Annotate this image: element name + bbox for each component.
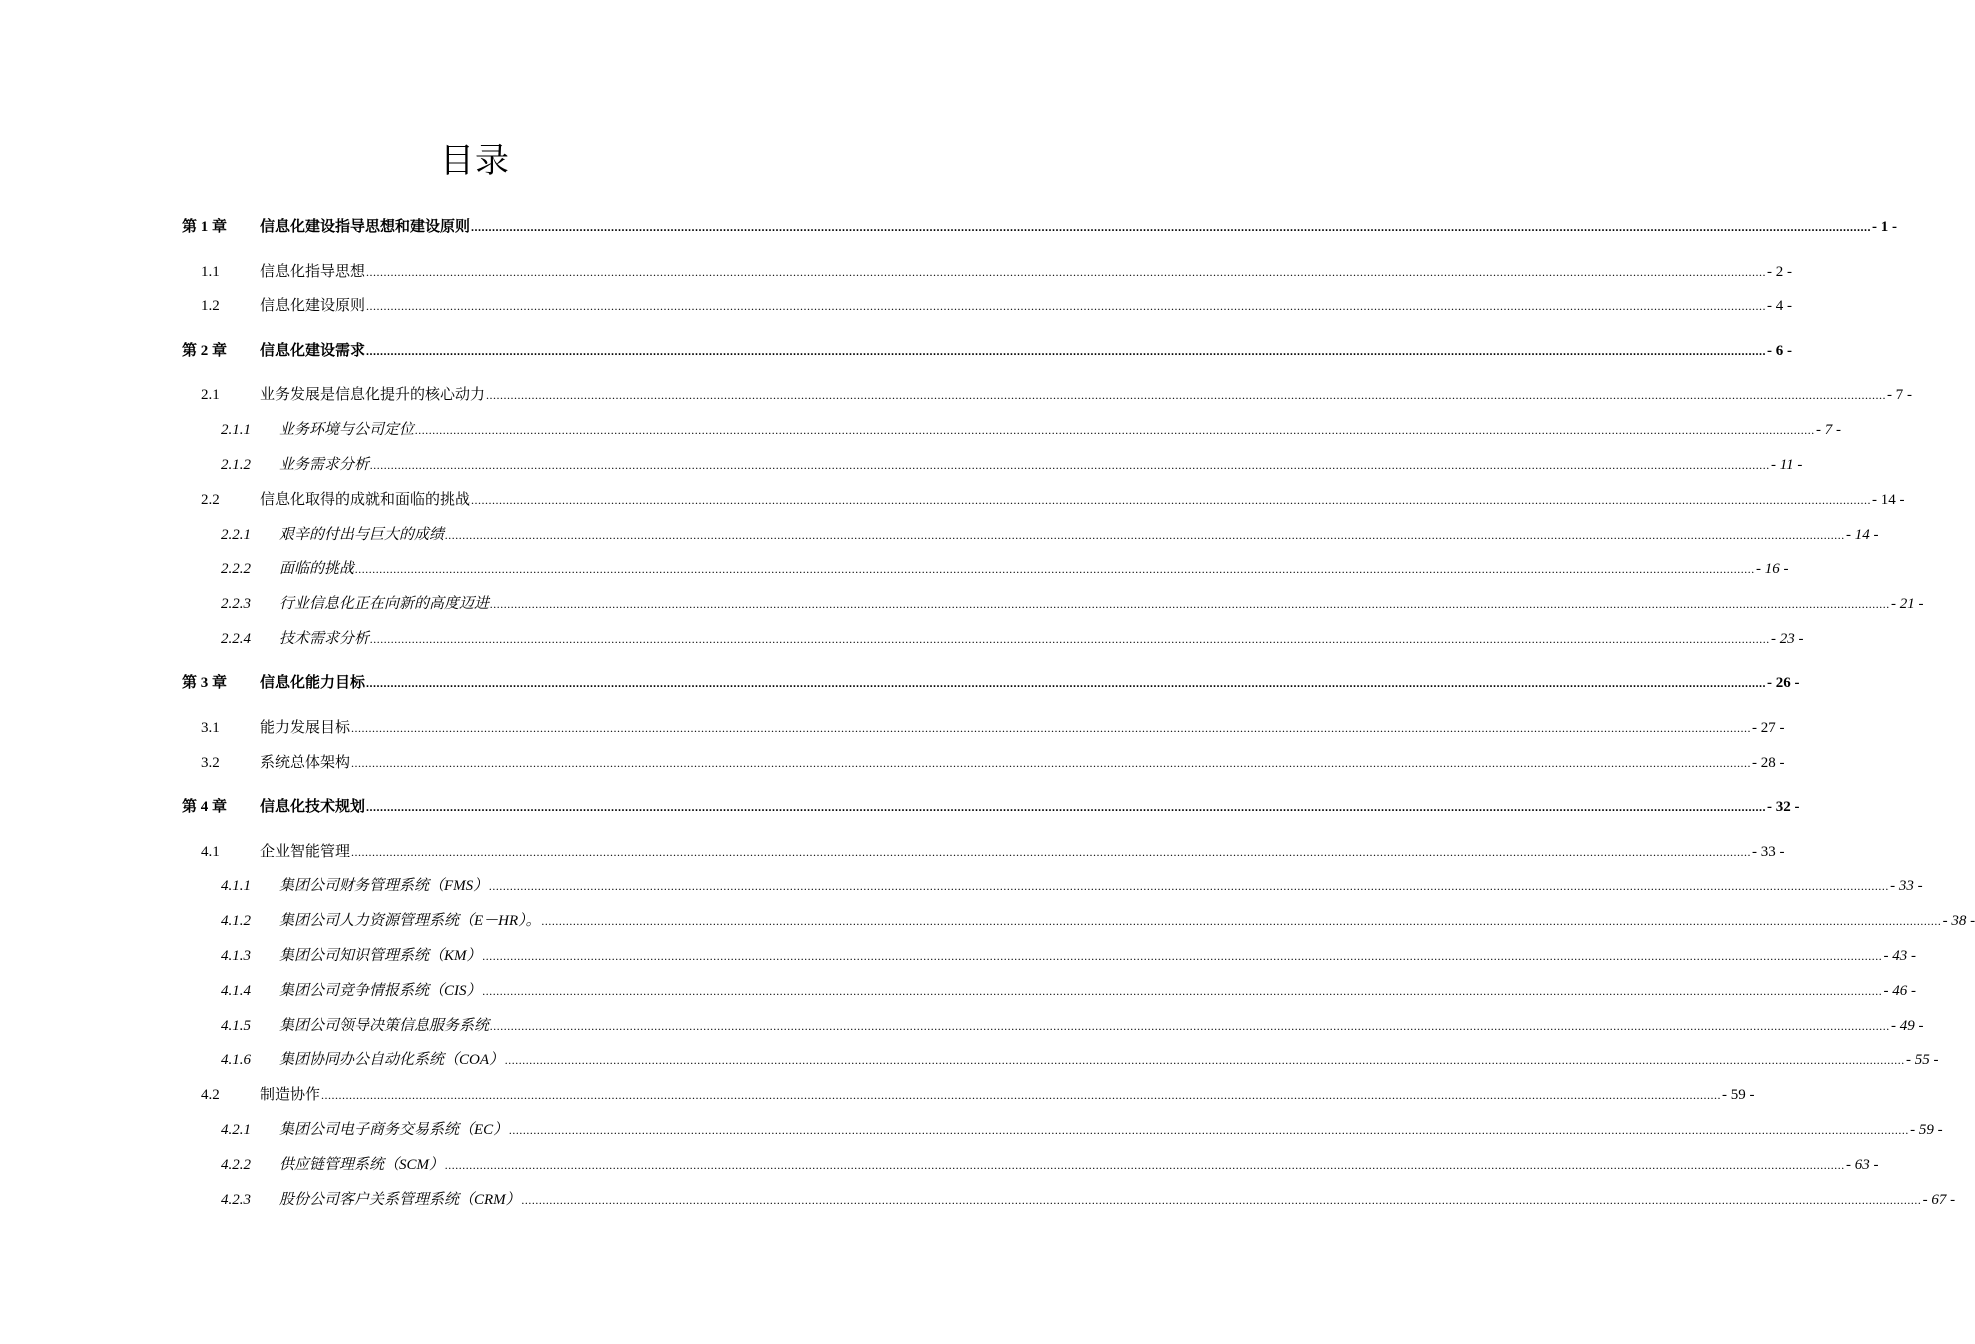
toc-entry-title: 集团协同办公自动化系统（COA） [279, 1052, 505, 1068]
dot-leader: ................................................................................................................................................................................................................................................................................................................................................................................................................ [541, 914, 1942, 928]
toc-entry-page: - 27 - [1752, 720, 1785, 736]
dot-leader: ................................................................................................................................................................................................................................................................................................................................................................................................................ [489, 879, 1890, 893]
toc-entry-title: 业务发展是信息化提升的核心动力 [260, 387, 486, 403]
toc-entry-leader [279, 1119, 1943, 1141]
toc-entry-leader [279, 980, 1917, 1002]
toc-entry-number: 4.2.3 [221, 1192, 251, 1208]
toc-entry-leader [260, 1084, 1755, 1106]
dot-leader: ................................................................................................................................................................................................................................................................................................................................................................................................................ [366, 299, 1767, 313]
toc-entry[interactable] [0, 524, 1879, 546]
toc-entry-number: 第 3 章 [182, 675, 228, 691]
dot-leader: ................................................................................................................................................................................................................................................................................................................................................................................................................ [370, 458, 1771, 472]
toc-entry-number: 4.2.2 [221, 1157, 251, 1173]
dot-leader: ................................................................................................................................................................................................................................................................................................................................................................................................................ [321, 1088, 1722, 1102]
toc-entry-page: - 14 - [1872, 492, 1905, 508]
toc-entry-number: 第 4 章 [182, 799, 228, 815]
toc-entry-number: 2.1 [201, 387, 220, 403]
toc-entry-title: 信息化技术规划 [260, 799, 366, 815]
toc-entry-title: 集团公司电子商务交易系统（EC） [279, 1122, 509, 1138]
toc-entry-page: - 6 - [1767, 343, 1793, 359]
dot-leader: ................................................................................................................................................................................................................................................................................................................................................................................................................ [471, 493, 1872, 507]
toc-entry-leader [279, 1049, 1939, 1071]
toc-entry-page: - 33 - [1752, 844, 1785, 860]
toc-entry-number: 4.1.2 [221, 913, 251, 929]
toc-entry-title: 面临的挑战 [279, 561, 355, 577]
toc-entry-leader [260, 672, 1800, 694]
toc-entry-number: 1.2 [201, 298, 220, 314]
toc-entry-leader [260, 752, 1785, 774]
dot-leader: ................................................................................................................................................................................................................................................................................................................................................................................................................ [471, 220, 1872, 234]
dot-leader: ................................................................................................................................................................................................................................................................................................................................................................................................................ [490, 597, 1891, 611]
dot-leader: ................................................................................................................................................................................................................................................................................................................................................................................................................ [505, 1053, 1906, 1067]
toc-entry-page: - 49 - [1891, 1018, 1924, 1034]
toc-entry-leader [279, 558, 1789, 580]
toc-entry-page: - 4 - [1767, 298, 1793, 314]
toc-entry-title: 信息化指导思想 [260, 264, 366, 280]
toc-entry-title: 艰辛的付出与巨大的成绩 [279, 527, 445, 543]
toc-entry-leader [279, 910, 1975, 932]
toc-entry[interactable] [0, 1189, 1956, 1211]
toc-entry-number: 第 1 章 [182, 219, 228, 235]
dot-leader: ................................................................................................................................................................................................................................................................................................................................................................................................................ [445, 1158, 1846, 1172]
dot-leader: ................................................................................................................................................................................................................................................................................................................................................................................................................ [486, 388, 1887, 402]
toc-entry-number: 4.1.4 [221, 983, 251, 999]
toc-entry-number: 4.1.5 [221, 1018, 251, 1034]
toc-entry[interactable] [0, 1084, 1755, 1106]
toc-entry-title: 业务环境与公司定位 [279, 422, 415, 438]
toc-entry[interactable] [0, 1049, 1939, 1071]
toc-entry-leader [260, 489, 1905, 511]
toc-entry[interactable] [0, 980, 1917, 1002]
toc-entry-title: 业务需求分析 [279, 457, 370, 473]
toc-entry-page: - 26 - [1767, 675, 1800, 691]
toc-entry[interactable] [0, 717, 1785, 739]
toc-entry-page: - 7 - [1816, 422, 1842, 438]
toc-entry-leader [279, 1154, 1879, 1176]
toc-entry-title: 企业智能管理 [260, 844, 351, 860]
toc-entry-leader [279, 524, 1879, 546]
toc-entry-leader [260, 796, 1800, 818]
toc-entry-page: - 59 - [1722, 1087, 1755, 1103]
dot-leader: ................................................................................................................................................................................................................................................................................................................................................................................................................ [370, 632, 1771, 646]
toc-entry-title: 集团公司财务管理系统（FMS） [279, 878, 489, 894]
dot-leader: ................................................................................................................................................................................................................................................................................................................................................................................................................ [351, 756, 1752, 770]
toc-entry[interactable] [0, 558, 1789, 580]
toc-entry-title: 集团公司人力资源管理系统（E－HR）。 [279, 913, 541, 929]
toc-entry-leader [279, 1015, 1924, 1037]
toc-entry[interactable] [0, 841, 1785, 863]
toc-entry-page: - 59 - [1910, 1122, 1943, 1138]
toc-entry-leader [279, 593, 1924, 615]
toc-entry[interactable] [0, 1119, 1943, 1141]
toc-entry-leader [260, 384, 1913, 406]
dot-leader: ................................................................................................................................................................................................................................................................................................................................................................................................................ [415, 423, 1816, 437]
dot-leader: ................................................................................................................................................................................................................................................................................................................................................................................................................ [366, 344, 1767, 358]
toc-entry[interactable] [0, 295, 1793, 317]
toc-entry-page: - 2 - [1767, 264, 1793, 280]
dot-leader: ................................................................................................................................................................................................................................................................................................................................................................................................................ [482, 984, 1883, 998]
toc-entry-page: - 7 - [1887, 387, 1913, 403]
dot-leader: ................................................................................................................................................................................................................................................................................................................................................................................................................ [351, 721, 1752, 735]
toc-entry-title: 供应链管理系统（SCM） [279, 1157, 445, 1173]
toc-entry-title: 信息化建设原则 [260, 298, 366, 314]
toc-entry-number: 2.2.2 [221, 561, 251, 577]
toc-entry-number: 第 2 章 [182, 343, 228, 359]
toc-entry[interactable] [0, 454, 1803, 476]
toc-entry-leader [279, 419, 1842, 441]
dot-leader: ................................................................................................................................................................................................................................................................................................................................................................................................................ [366, 265, 1767, 279]
toc-entry[interactable] [0, 340, 1793, 362]
dot-leader: ................................................................................................................................................................................................................................................................................................................................................................................................................ [351, 845, 1752, 859]
toc-entry[interactable] [0, 796, 1800, 818]
toc-entry-number: 4.1.6 [221, 1052, 251, 1068]
toc-entry-leader [279, 628, 1804, 650]
toc-entry-page: - 55 - [1906, 1052, 1939, 1068]
toc-entry-title: 信息化能力目标 [260, 675, 366, 691]
toc-entry[interactable] [0, 672, 1800, 694]
toc-entry-page: - 63 - [1846, 1157, 1879, 1173]
toc-entry-leader [260, 295, 1793, 317]
toc-entry-number: 1.1 [201, 264, 220, 280]
toc-entry-number: 4.1 [201, 844, 220, 860]
toc-entry-title: 系统总体架构 [260, 755, 351, 771]
dot-leader: ................................................................................................................................................................................................................................................................................................................................................................................................................ [366, 800, 1767, 814]
toc-entry[interactable] [0, 1154, 1879, 1176]
dot-leader: ................................................................................................................................................................................................................................................................................................................................................................................................................ [490, 1019, 1891, 1033]
toc-entry-number: 4.2 [201, 1087, 220, 1103]
toc-entry[interactable] [0, 384, 1913, 406]
toc-entry-number: 3.1 [201, 720, 220, 736]
toc-entry-leader [260, 717, 1785, 739]
toc-entry[interactable] [0, 593, 1924, 615]
toc-entry-title: 信息化建设需求 [260, 343, 366, 359]
toc-entry[interactable] [0, 1015, 1924, 1037]
toc-entry-title: 集团公司竞争情报系统（CIS） [279, 983, 482, 999]
toc-entry-title: 能力发展目标 [260, 720, 351, 736]
toc-entry-number: 3.2 [201, 755, 220, 771]
toc-entry-page: - 16 - [1756, 561, 1789, 577]
toc-entry-title: 技术需求分析 [279, 631, 370, 647]
toc-entry-title: 信息化建设指导思想和建设原则 [260, 219, 471, 235]
toc-entry-number: 2.2 [201, 492, 220, 508]
toc-entry[interactable] [0, 945, 1917, 967]
toc-entry-title: 集团公司知识管理系统（KM） [279, 948, 482, 964]
toc-entry-leader [260, 216, 1898, 238]
toc-entry-leader [260, 841, 1785, 863]
toc-entry-leader [279, 454, 1803, 476]
dot-leader: ................................................................................................................................................................................................................................................................................................................................................................................................................ [482, 949, 1883, 963]
toc-entry-leader [260, 261, 1793, 283]
toc-entry-page: - 21 - [1891, 596, 1924, 612]
dot-leader: ................................................................................................................................................................................................................................................................................................................................................................................................................ [445, 528, 1846, 542]
toc-entry-leader [279, 945, 1917, 967]
toc-entry-page: - 67 - [1922, 1192, 1956, 1208]
toc-entry-page: - 33 - [1890, 878, 1923, 894]
dot-leader: ................................................................................................................................................................................................................................................................................................................................................................................................................ [366, 676, 1767, 690]
toc-entry-title: 行业信息化正在向新的高度迈进 [279, 596, 490, 612]
toc-entry-number: 2.2.4 [221, 631, 251, 647]
toc-entry-leader [279, 1189, 1956, 1211]
toc-entry[interactable] [0, 419, 1842, 441]
toc-entry[interactable] [0, 261, 1793, 283]
toc-entry-leader [260, 340, 1793, 362]
toc-entry-number: 4.1.3 [221, 948, 251, 964]
toc-entry[interactable] [0, 875, 1923, 897]
toc-entry-page: - 11 - [1771, 457, 1803, 473]
dot-leader: ................................................................................................................................................................................................................................................................................................................................................................................................................ [521, 1193, 1922, 1207]
toc-entry-title: 制造协作 [260, 1087, 321, 1103]
toc-entry-number: 2.1.1 [221, 422, 251, 438]
toc-entry-number: 2.2.1 [221, 527, 251, 543]
toc-entry-number: 2.2.3 [221, 596, 251, 612]
toc-entry-number: 4.1.1 [221, 878, 251, 894]
toc-entry-title: 信息化取得的成就和面临的挑战 [260, 492, 471, 508]
dot-leader: ................................................................................................................................................................................................................................................................................................................................................................................................................ [509, 1123, 1910, 1137]
toc-entry-title: 股份公司客户关系管理系统（CRM） [279, 1192, 521, 1208]
toc-entry-page: - 14 - [1846, 527, 1879, 543]
toc-entry-page: - 32 - [1767, 799, 1800, 815]
dot-leader: ................................................................................................................................................................................................................................................................................................................................................................................................................ [355, 562, 1756, 576]
toc-entry-leader [279, 875, 1923, 897]
toc-entry-page: - 1 - [1872, 219, 1898, 235]
toc-entry-page: - 28 - [1752, 755, 1785, 771]
toc-entry[interactable] [0, 628, 1804, 650]
toc-entry[interactable] [0, 489, 1905, 511]
toc-entry-page: - 46 - [1883, 983, 1917, 999]
toc-entry[interactable] [0, 216, 1898, 238]
toc-entry-number: 2.1.2 [221, 457, 251, 473]
toc-entry-title: 集团公司领导决策信息服务系统 [279, 1018, 490, 1034]
page-title: 目录 [440, 141, 510, 181]
toc-entry-page: - 43 - [1883, 948, 1917, 964]
toc-entry-page: - 23 - [1771, 631, 1804, 647]
toc-entry[interactable] [0, 752, 1785, 774]
toc-entry[interactable] [0, 910, 1975, 932]
toc-entry-number: 4.2.1 [221, 1122, 251, 1138]
toc-entry-page: - 38 - [1942, 913, 1975, 929]
